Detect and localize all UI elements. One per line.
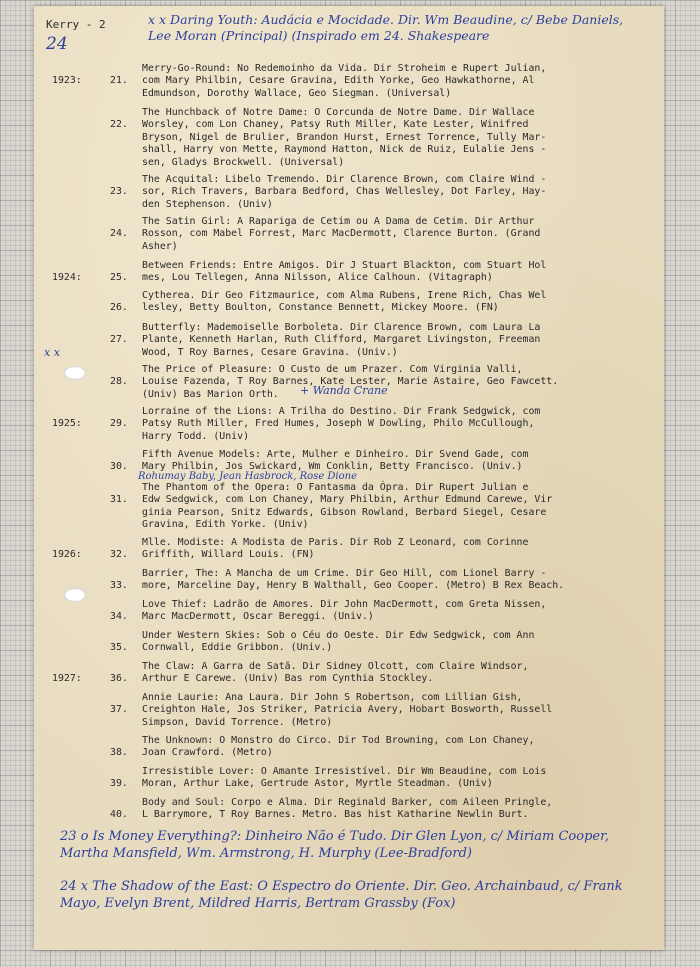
margin-mark: x x bbox=[44, 346, 60, 359]
entry-37: 37. Annie Laurie: Ana Laura. Dir John S Robertson, com Lillian Gish, Creighton Hale, Jos Striker, Patricia Avery, Hobart Bosworth, Russell Simpson, David Torrence. (Metro) bbox=[110, 692, 553, 728]
handwritten-number: 24 bbox=[46, 34, 68, 54]
entry-36: 1927: 36. The Claw: A Garra de Satã. Dir Sidney Olcott, com Claire Windsor, Arthur E Carewe. (Univ) Bas rom Cynthia Stockley. bbox=[52, 661, 529, 685]
entry-35: 35. Under Western Skies: Sob o Céu do Oeste. Dir Edw Sedgwick, com Ann Cornwall, Eddie Gribbon. (Univ.) bbox=[110, 630, 535, 654]
card-header: Kerry - 2 bbox=[46, 18, 106, 31]
entry-24: 24. The Satin Girl: A Rapariga de Cetim ou A Dama de Cetim. Dir Arthur Rosson, com Mabel Forrest, Marc MacDermott, Clarence Burton. (Grand Asher) bbox=[110, 216, 541, 252]
entry-32: 1926: 32. Mlle. Modiste: A Modista de Paris. Dir Rob Z Leonard, com Corinne Griffith, Willard Louis. (FN) bbox=[52, 537, 529, 561]
entry-33: 33. Barrier, The: A Mancha de um Crime. Dir Geo Hill, com Lionel Barry - more, Marceline Day, Henry B Walthall, Geo Cooper. (Metro) B Rex Beach. bbox=[110, 568, 565, 592]
entry-23: 23. The Acquital: Libelo Tremendo. Dir Clarence Brown, com Claire Wind - sor, Rich Travers, Barbara Bedford, Chas Wellesley, Dot Farley, Hay- den Stephenson. (Univ) bbox=[110, 174, 547, 210]
entry-28: 28. The Price of Pleasure: O Custo de um Prazer. Com Virginia Valli, Louise Fazenda, T Roy Barnes, Kate Lester, Marie Astaire, Geo Fawcett. (Univ) Bas Marion Orth. bbox=[110, 364, 559, 400]
entry-29: 1925: 29. Lorraine of the Lions: A Trilha do Destino. Dir Frank Sedgwick, com Patsy Ruth Miller, Fred Humes, Joseph W Dowling, Philo McCullough, Harry Todd. (Univ) bbox=[52, 406, 541, 442]
entry-27: 27. Butterfly: Mademoiselle Borboleta. Dir Clarence Brown, com Laura La Plante, Kenneth Harlan, Ruth Clifford, Margaret Livingston, Freeman Wood, T Roy Barnes, Cesare Gravina. (Univ.) bbox=[110, 322, 541, 358]
entry-34: 34. Love Thief: Ladrão de Amores. Dir John MacDermott, com Greta Nissen, Marc MacDermott, Oscar Bereggi. (Univ.) bbox=[110, 599, 547, 623]
handwritten-addition-31: Rohumay Baby, Jean Hasbrock, Rose Dione bbox=[138, 471, 358, 482]
handwritten-entry-23: 23 o Is Money Everything?: Dinheiro Não é Tudo. Dir Glen Lyon, c/ Miriam Cooper, Martha Mansfield, Wm. Armstrong, H. Murphy (Lee-Bradford) bbox=[60, 829, 610, 861]
entry-31: 31. The Phantom of the Opera: O Fantasma da Ópra. Dir Rupert Julian e Edw Sedgwick, com Lon Chaney, Mary Philbin, Arthur Edmund Carewe, Vir ginia Pearson, Snitz Edwards, Gibson Rowland, Berbard Siegel, Cesare Gravina, Edith Yorke. (Univ) bbox=[110, 482, 553, 531]
entry-39: 39. Irresistible Lover: O Amante Irresistível. Dir Wm Beaudine, com Lois Moran, Arthur Lake, Gertrude Astor, Myrtle Steadman. (Univ) bbox=[110, 766, 547, 790]
entry-30: 30. Fifth Avenue Models: Arte, Mulher e Dinheiro. Dir Svend Gade, com Mary Philbin, Jos Swickard, Wm Conklin, Betty Francisco. (Univ.) bbox=[110, 449, 529, 473]
entry-21: 1923: 21. Merry-Go-Round: No Redemoinho da Vida. Dir Stroheim e Rupert Julian, com Mary Philbin, Cesare Gravina, Edith Yorke, Geo Hawkathorne, Al Edmundson, Dorothy Wallace, Geo Siegman. (Universal) bbox=[52, 63, 547, 99]
handwritten-note-top: x x Daring Youth: Audácia e Mocidade. Dir. Wm Beaudine, c/ Bebe Daniels, Lee Moran (Principal) (Inspirado em 24. Shakespeare bbox=[148, 12, 624, 43]
entry-38: 38. The Unknown: O Monstro do Circo. Dir Tod Browning, com Lon Chaney, Joan Crawford. (Metro) bbox=[110, 735, 535, 759]
entry-22: 22. The Hunchback of Notre Dame: O Corcunda de Notre Dame. Dir Wallace Worsley, com Lon Chaney, Patsy Ruth Miller, Kate Lester, Winifred Bryson, Nigel de Brulier, Brandon Hurst, Ernest Torrence, Tully Mar- shall, Harry von Mette, Raymond Hatton, Nick de Ruiz, Eulalie Jens - sen, Gladys Brockwell. (Universal) bbox=[110, 107, 547, 168]
handwritten-addition-28: + Wanda Crane bbox=[300, 384, 388, 397]
entry-26: 26. Cytherea. Dir Geo Fitzmaurice, com Alma Rubens, Irene Rich, Chas Wel lesley, Betty Boulton, Constance Bennett, Mickey Moore. (FN) bbox=[110, 290, 547, 314]
entry-25: 1924: 25. Between Friends: Entre Amigos. Dir J Stuart Blackton, com Stuart Hol mes, Lou Tellegen, Anna Nilsson, Alice Calhoun. (Vitagraph) bbox=[52, 260, 547, 284]
document-page bbox=[34, 6, 664, 950]
handwritten-entry-24: 24 x The Shadow of the East: O Espectro do Oriente. Dir. Geo. Archainbaud, c/ Frank Mayo, Evelyn Brent, Mildred Harris, Bertram Grassby (Fox) bbox=[60, 879, 623, 911]
entry-40: 40. Body and Soul: Corpo e Alma. Dir Reginald Barker, com Aileen Pringle, L Barrymore, T Roy Barnes. Metro. Bas hist Katharine Newlin Burt. bbox=[110, 797, 553, 821]
